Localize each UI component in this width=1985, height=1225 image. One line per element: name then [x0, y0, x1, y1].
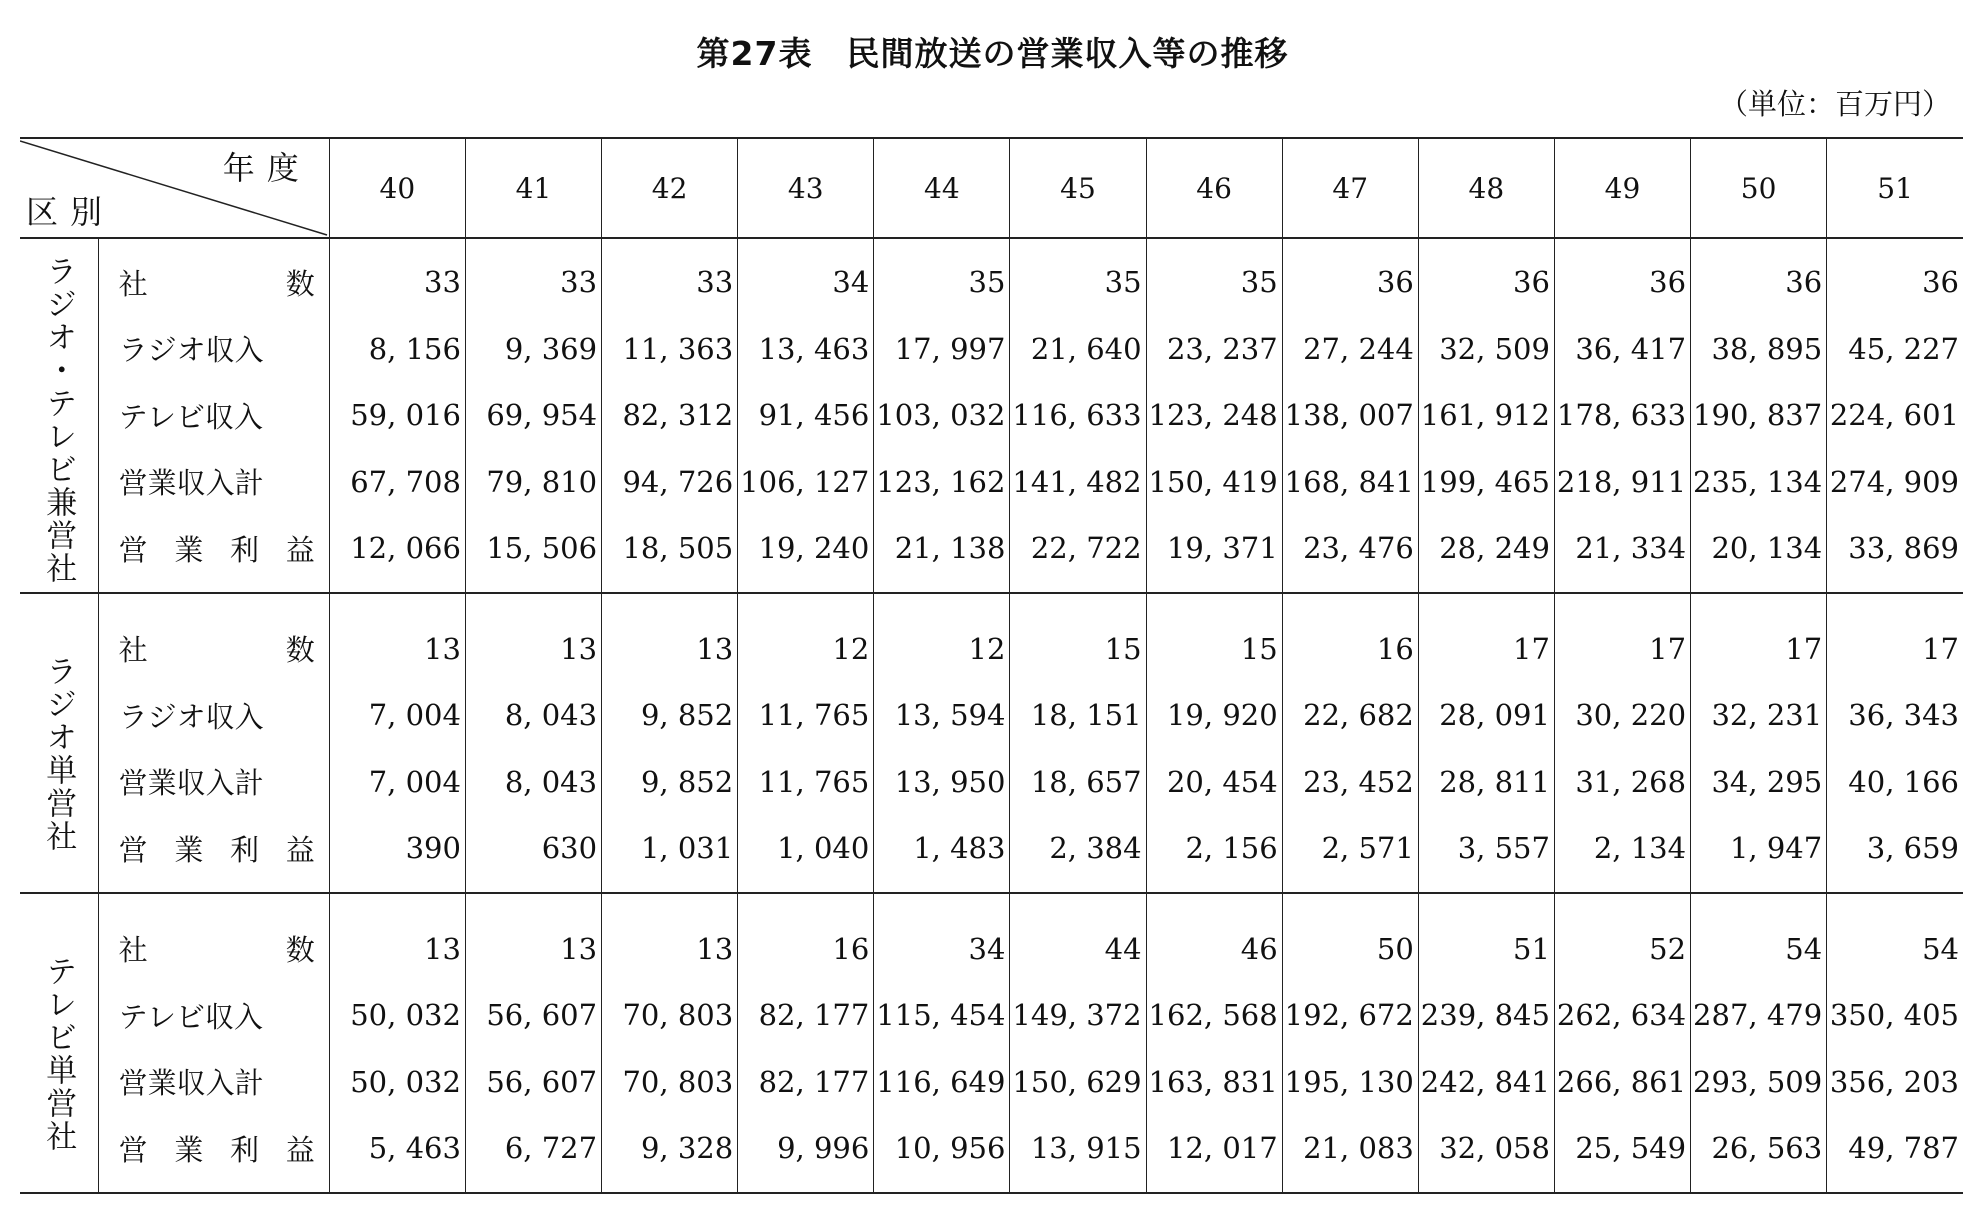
value-cell: 82, 177 — [738, 982, 874, 1049]
value-cell: 1, 040 — [738, 815, 874, 893]
value-cell: 224, 601 — [1827, 382, 1963, 449]
value-cell: 13, 463 — [738, 316, 874, 383]
value-cell: 18, 505 — [602, 515, 738, 593]
value-cell: 40, 166 — [1827, 749, 1963, 816]
table-row — [20, 815, 1963, 893]
value-cell: 15 — [1010, 593, 1146, 683]
value-cell: 150, 629 — [1010, 1049, 1146, 1116]
value-cell: 9, 369 — [465, 316, 601, 383]
group-section — [20, 893, 1963, 1193]
value-cell: 27, 244 — [1282, 316, 1418, 383]
data-table — [20, 137, 1963, 1194]
value-cell: 1, 031 — [602, 815, 738, 893]
value-cell: 266, 861 — [1554, 1049, 1690, 1116]
year-header: 51 — [1827, 138, 1963, 238]
value-cell: 13, 915 — [1010, 1115, 1146, 1193]
value-cell: 36 — [1554, 238, 1690, 316]
value-cell: 12, 066 — [329, 515, 465, 593]
value-cell: 13 — [465, 593, 601, 683]
value-cell: 123, 248 — [1146, 382, 1282, 449]
unit-label: （単位：百万円） — [1718, 87, 1951, 121]
corner-header — [20, 138, 329, 238]
year-header: 43 — [738, 138, 874, 238]
year-header: 49 — [1554, 138, 1690, 238]
row-label: ラジオ収入 — [98, 316, 329, 383]
table-row — [20, 515, 1963, 593]
value-cell: 56, 607 — [465, 1049, 601, 1116]
value-cell: 13, 594 — [874, 682, 1010, 749]
value-cell: 116, 649 — [874, 1049, 1010, 1116]
value-cell: 9, 852 — [602, 682, 738, 749]
value-cell: 103, 032 — [874, 382, 1010, 449]
value-cell: 274, 909 — [1827, 449, 1963, 516]
value-cell: 23, 476 — [1282, 515, 1418, 593]
table-row — [20, 982, 1963, 1049]
row-label: 社数 — [98, 238, 329, 316]
value-cell: 9, 328 — [602, 1115, 738, 1193]
value-cell: 22, 722 — [1010, 515, 1146, 593]
value-cell: 10, 956 — [874, 1115, 1010, 1193]
value-cell: 21, 334 — [1554, 515, 1690, 593]
year-header: 40 — [329, 138, 465, 238]
value-cell: 235, 134 — [1691, 449, 1827, 516]
value-cell: 190, 837 — [1691, 382, 1827, 449]
value-cell: 69, 954 — [465, 382, 601, 449]
value-cell: 32, 231 — [1691, 682, 1827, 749]
value-cell: 17 — [1554, 593, 1690, 683]
value-cell: 199, 465 — [1418, 449, 1554, 516]
value-cell: 2, 384 — [1010, 815, 1146, 893]
row-label: 営業収入計 — [98, 1049, 329, 1116]
value-cell: 141, 482 — [1010, 449, 1146, 516]
value-cell: 178, 633 — [1554, 382, 1690, 449]
value-cell: 50, 032 — [329, 982, 465, 1049]
value-cell: 38, 895 — [1691, 316, 1827, 383]
value-cell: 23, 237 — [1146, 316, 1282, 383]
value-cell: 79, 810 — [465, 449, 601, 516]
group-section — [20, 593, 1963, 893]
row-label: ラジオ収入 — [98, 682, 329, 749]
value-cell: 5, 463 — [329, 1115, 465, 1193]
year-header: 46 — [1146, 138, 1282, 238]
value-cell: 138, 007 — [1282, 382, 1418, 449]
value-cell: 9, 996 — [738, 1115, 874, 1193]
value-cell: 19, 920 — [1146, 682, 1282, 749]
value-cell: 13 — [329, 893, 465, 983]
value-cell: 12 — [738, 593, 874, 683]
value-cell: 59, 016 — [329, 382, 465, 449]
value-cell: 36, 343 — [1827, 682, 1963, 749]
group-section — [20, 238, 1963, 593]
value-cell: 21, 138 — [874, 515, 1010, 593]
value-cell: 25, 549 — [1554, 1115, 1690, 1193]
value-cell: 91, 456 — [738, 382, 874, 449]
value-cell: 8, 156 — [329, 316, 465, 383]
value-cell: 82, 312 — [602, 382, 738, 449]
value-cell: 30, 220 — [1554, 682, 1690, 749]
value-cell: 150, 419 — [1146, 449, 1282, 516]
value-cell: 192, 672 — [1282, 982, 1418, 1049]
value-cell: 115, 454 — [874, 982, 1010, 1049]
value-cell: 35 — [1146, 238, 1282, 316]
group-label: テレビ単営社 — [20, 893, 98, 1193]
value-cell: 7, 004 — [329, 682, 465, 749]
value-cell: 35 — [874, 238, 1010, 316]
value-cell: 82, 177 — [738, 1049, 874, 1116]
value-cell: 16 — [738, 893, 874, 983]
value-cell: 11, 363 — [602, 316, 738, 383]
value-cell: 28, 249 — [1418, 515, 1554, 593]
value-cell: 15, 506 — [465, 515, 601, 593]
value-cell: 630 — [465, 815, 601, 893]
row-label: 営業利益 — [98, 815, 329, 893]
value-cell: 3, 557 — [1418, 815, 1554, 893]
table-row — [20, 449, 1963, 516]
value-cell: 8, 043 — [465, 682, 601, 749]
corner-category-label: 区別 — [26, 193, 115, 231]
value-cell: 32, 509 — [1418, 316, 1554, 383]
table-row — [20, 382, 1963, 449]
value-cell: 36 — [1282, 238, 1418, 316]
value-cell: 32, 058 — [1418, 1115, 1554, 1193]
value-cell: 13 — [329, 593, 465, 683]
value-cell: 17, 997 — [874, 316, 1010, 383]
table-title: 第27表 民間放送の営業収入等の推移 — [696, 34, 1289, 73]
row-label: 営業収入計 — [98, 449, 329, 516]
value-cell: 13 — [602, 893, 738, 983]
value-cell: 3, 659 — [1827, 815, 1963, 893]
value-cell: 195, 130 — [1282, 1049, 1418, 1116]
value-cell: 23, 452 — [1282, 749, 1418, 816]
value-cell: 242, 841 — [1418, 1049, 1554, 1116]
value-cell: 35 — [1010, 238, 1146, 316]
year-header: 42 — [602, 138, 738, 238]
value-cell: 350, 405 — [1827, 982, 1963, 1049]
value-cell: 2, 156 — [1146, 815, 1282, 893]
value-cell: 70, 803 — [602, 982, 738, 1049]
value-cell: 8, 043 — [465, 749, 601, 816]
value-cell: 18, 151 — [1010, 682, 1146, 749]
value-cell: 12 — [874, 593, 1010, 683]
table-row — [20, 238, 1963, 316]
value-cell: 390 — [329, 815, 465, 893]
value-cell: 356, 203 — [1827, 1049, 1963, 1116]
value-cell: 33 — [329, 238, 465, 316]
table-row — [20, 316, 1963, 383]
value-cell: 106, 127 — [738, 449, 874, 516]
row-label: 営業利益 — [98, 1115, 329, 1193]
value-cell: 33, 869 — [1827, 515, 1963, 593]
row-label: 社数 — [98, 593, 329, 683]
value-cell: 50 — [1282, 893, 1418, 983]
value-cell: 17 — [1691, 593, 1827, 683]
value-cell: 34 — [738, 238, 874, 316]
value-cell: 6, 727 — [465, 1115, 601, 1193]
group-label: ラジオ・テレビ兼営社 — [20, 238, 98, 593]
value-cell: 70, 803 — [602, 1049, 738, 1116]
value-cell: 2, 571 — [1282, 815, 1418, 893]
value-cell: 33 — [465, 238, 601, 316]
value-cell: 36 — [1827, 238, 1963, 316]
year-header: 41 — [465, 138, 601, 238]
value-cell: 12, 017 — [1146, 1115, 1282, 1193]
value-cell: 1, 947 — [1691, 815, 1827, 893]
value-cell: 21, 640 — [1010, 316, 1146, 383]
value-cell: 49, 787 — [1827, 1115, 1963, 1193]
value-cell: 51 — [1418, 893, 1554, 983]
value-cell: 36, 417 — [1554, 316, 1690, 383]
value-cell: 11, 765 — [738, 749, 874, 816]
table-row — [20, 893, 1963, 983]
value-cell: 287, 479 — [1691, 982, 1827, 1049]
value-cell: 54 — [1827, 893, 1963, 983]
value-cell: 20, 134 — [1691, 515, 1827, 593]
value-cell: 28, 811 — [1418, 749, 1554, 816]
row-label: テレビ収入 — [98, 982, 329, 1049]
value-cell: 94, 726 — [602, 449, 738, 516]
value-cell: 1, 483 — [874, 815, 1010, 893]
row-label: 営業利益 — [98, 515, 329, 593]
value-cell: 50, 032 — [329, 1049, 465, 1116]
value-cell: 163, 831 — [1146, 1049, 1282, 1116]
year-header: 48 — [1418, 138, 1554, 238]
value-cell: 19, 240 — [738, 515, 874, 593]
group-label: ラジオ単営社 — [20, 593, 98, 893]
value-cell: 168, 841 — [1282, 449, 1418, 516]
value-cell: 17 — [1827, 593, 1963, 683]
row-label: 社数 — [98, 893, 329, 983]
value-cell: 36 — [1691, 238, 1827, 316]
year-header: 44 — [874, 138, 1010, 238]
value-cell: 21, 083 — [1282, 1115, 1418, 1193]
header-row — [20, 138, 1963, 238]
value-cell: 44 — [1010, 893, 1146, 983]
value-cell: 19, 371 — [1146, 515, 1282, 593]
value-cell: 218, 911 — [1554, 449, 1690, 516]
value-cell: 161, 912 — [1418, 382, 1554, 449]
value-cell: 52 — [1554, 893, 1690, 983]
row-label: 営業収入計 — [98, 749, 329, 816]
value-cell: 262, 634 — [1554, 982, 1690, 1049]
value-cell: 9, 852 — [602, 749, 738, 816]
value-cell: 293, 509 — [1691, 1049, 1827, 1116]
value-cell: 13 — [602, 593, 738, 683]
value-cell: 54 — [1691, 893, 1827, 983]
corner-year-label: 年度 — [222, 149, 311, 187]
value-cell: 239, 845 — [1418, 982, 1554, 1049]
row-label: テレビ収入 — [98, 382, 329, 449]
value-cell: 67, 708 — [329, 449, 465, 516]
value-cell: 34, 295 — [1691, 749, 1827, 816]
table-row — [20, 682, 1963, 749]
table-row — [20, 1049, 1963, 1116]
table-row — [20, 1115, 1963, 1193]
value-cell: 11, 765 — [738, 682, 874, 749]
value-cell: 15 — [1146, 593, 1282, 683]
value-cell: 45, 227 — [1827, 316, 1963, 383]
value-cell: 34 — [874, 893, 1010, 983]
value-cell: 31, 268 — [1554, 749, 1690, 816]
value-cell: 22, 682 — [1282, 682, 1418, 749]
value-cell: 20, 454 — [1146, 749, 1282, 816]
value-cell: 17 — [1418, 593, 1554, 683]
value-cell: 149, 372 — [1010, 982, 1146, 1049]
value-cell: 36 — [1418, 238, 1554, 316]
value-cell: 13 — [465, 893, 601, 983]
value-cell: 162, 568 — [1146, 982, 1282, 1049]
year-header: 45 — [1010, 138, 1146, 238]
value-cell: 33 — [602, 238, 738, 316]
value-cell: 56, 607 — [465, 982, 601, 1049]
value-cell: 13, 950 — [874, 749, 1010, 816]
value-cell: 26, 563 — [1691, 1115, 1827, 1193]
value-cell: 2, 134 — [1554, 815, 1690, 893]
year-header: 47 — [1282, 138, 1418, 238]
value-cell: 16 — [1282, 593, 1418, 683]
table-row — [20, 593, 1963, 683]
year-header: 50 — [1691, 138, 1827, 238]
value-cell: 18, 657 — [1010, 749, 1146, 816]
value-cell: 123, 162 — [874, 449, 1010, 516]
value-cell: 28, 091 — [1418, 682, 1554, 749]
table-row — [20, 749, 1963, 816]
value-cell: 116, 633 — [1010, 382, 1146, 449]
value-cell: 46 — [1146, 893, 1282, 983]
value-cell: 7, 004 — [329, 749, 465, 816]
